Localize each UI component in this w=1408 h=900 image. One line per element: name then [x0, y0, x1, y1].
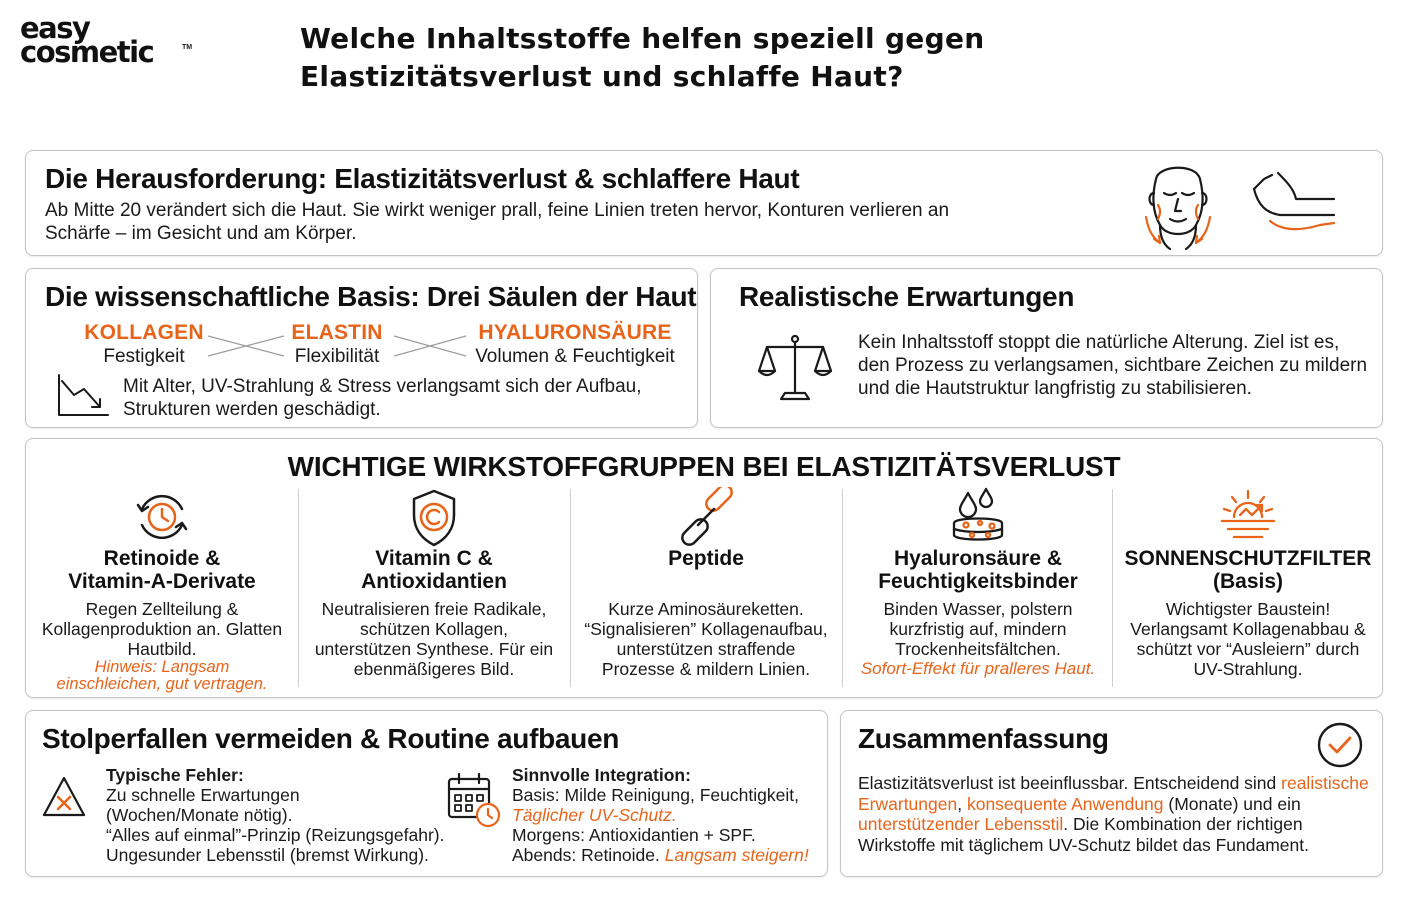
cross-lines-icon	[208, 333, 284, 359]
summary-highlight: unterstützender Lebensstil	[858, 814, 1064, 834]
chain-link-icon	[676, 487, 736, 547]
basis-card	[25, 268, 698, 428]
cross-lines-icon	[394, 333, 466, 359]
brand-logo	[20, 11, 193, 69]
group-title-line-1: Peptide	[668, 547, 744, 570]
integration-evening-highlight: Langsam steigern!	[664, 845, 809, 865]
group-note: Hinweis: Langsam einschleichen, gut vertragen.	[56, 658, 268, 693]
group-title-line-2: Vitamin-A-Derivate	[68, 570, 256, 593]
group-title-line-1: Vitamin C &	[375, 547, 493, 570]
group-description: Regen Zellteilung & Kollagenproduktion an. Glatten Hautbild.	[41, 599, 283, 659]
pillar-hyaluronsaeure	[462, 321, 688, 368]
page-title-line-1: Welche Inhaltsstoffe helfen speziell gegen	[300, 22, 985, 55]
basis-text: Mit Alter, UV-Strahlung & Stress verlangsamt sich der Aufbau, Strukturen werden geschädigt.	[123, 376, 642, 420]
summary-text-part: (Monate) und ein	[1163, 793, 1301, 814]
typical-errors-heading: Typische Fehler:	[106, 765, 244, 785]
logo-trademark: TM	[182, 44, 193, 51]
pitfalls-card	[25, 710, 828, 877]
summary-card	[840, 710, 1383, 877]
typical-errors-line: “Alles auf einmal”-Prinzip (Reizungsgefahr).	[106, 825, 445, 845]
summary-highlight: realistische Erwartungen	[858, 773, 1369, 814]
group-note: Sofort-Effekt für pralleres Haut.	[860, 659, 1096, 678]
group-hyaluronic	[842, 487, 1114, 691]
basis-title: Die wissenschaftliche Basis: Drei Säulen der Haut	[45, 281, 697, 312]
typical-errors-line: Zu schnelle Erwartungen	[106, 785, 300, 805]
group-description: Wichtigster Baustein! Verlangsamt Kollagenabbau & schützt vor “Ausleiern” durch UV-Strahlung.	[1130, 599, 1366, 679]
integration-line-highlight: Täglicher UV-Schutz.	[512, 805, 677, 825]
typical-errors	[106, 765, 446, 865]
group-retinoids	[26, 487, 298, 691]
summary-highlight: konsequente Anwendung	[966, 793, 1164, 814]
integration-evening-text: Abends: Retinoide.	[512, 845, 665, 865]
challenge-card	[25, 150, 1383, 256]
group-title-line-1: Retinoide &	[103, 547, 221, 570]
group-title	[1112, 547, 1384, 593]
integration-line: Morgens: Antioxidantien + SPF.	[512, 825, 756, 845]
drops-sponge-icon	[948, 487, 1008, 547]
group-vitamin-c	[298, 487, 570, 691]
integration-line: Basis: Milde Reinigung, Feuchtigkeit,	[512, 785, 799, 805]
group-title-line-2: Feuchtigkeitsbinder	[878, 570, 1078, 593]
check-circle-icon	[1316, 721, 1364, 769]
integration-heading: Sinnvolle Integration:	[512, 765, 691, 785]
challenge-text: Ab Mitte 20 verändert sich die Haut. Sie wirkt weniger prall, feine Linien treten hervor, Konturen verlieren an Schärfe – im Gesicht und am Körper.	[45, 200, 950, 244]
pillar-kollagen	[84, 321, 204, 368]
group-title-line-1: SONNENSCHUTZFILTER	[1124, 547, 1372, 570]
calendar-clock-icon	[446, 771, 502, 829]
group-peptides	[570, 487, 842, 691]
scale-icon	[757, 331, 833, 403]
summary-text-part: . Die Kombination der richtigen Wirkstoffe mit täglichem UV-Schutz bildet das Fundament.	[858, 814, 1309, 855]
integration-line-evening	[512, 845, 822, 865]
challenge-title: Die Herausforderung: Elastizitätsverlust & schlaffere Haut	[45, 163, 800, 194]
pillar-desc: Volumen & Feuchtigkeit	[475, 346, 675, 367]
group-text	[26, 599, 298, 693]
pillar-name: HYALURONSÄURE	[478, 321, 672, 344]
group-description: Binden Wasser, polstern kurzfristig auf, mindern Trockenheitsfältchen.	[883, 599, 1073, 659]
summary-text-part: Elastizitätsverlust ist beeinflussbar. Entscheidend sind	[858, 773, 1282, 793]
group-text	[842, 599, 1114, 679]
typical-errors-line: Ungesunder Lebensstil (bremst Wirkung).	[106, 845, 429, 865]
arm-sagging-icon	[1250, 169, 1340, 241]
group-text	[570, 599, 842, 679]
logo-line-2: cosmetic	[20, 35, 154, 69]
group-title	[570, 547, 842, 570]
group-title-line-2: (Basis)	[1212, 570, 1284, 593]
sun-shield-icon	[1218, 487, 1278, 547]
group-description: Kurze Aminosäureketten. “Signalisieren” Kollagenaufbau, unterstützen straffende Prozesse & mildern Linien.	[584, 599, 828, 679]
summary-text-part: ,	[957, 793, 967, 814]
group-title-line-1: Hyaluronsäure &	[893, 547, 1063, 570]
chart-decline-icon	[56, 373, 110, 417]
page-title	[300, 20, 1100, 96]
pillar-elastin	[284, 321, 390, 368]
pillar-desc: Flexibilität	[294, 346, 380, 367]
pillar-name: KOLLAGEN	[84, 321, 204, 344]
ingredient-groups-card	[25, 438, 1383, 698]
summary-title: Zusammenfassung	[858, 723, 1109, 754]
clock-renewal-icon	[132, 487, 192, 547]
face-sagging-icon	[1134, 159, 1222, 251]
group-sunscreen	[1112, 487, 1384, 691]
group-title-line-2: Antioxidantien	[361, 570, 507, 593]
pillar-desc: Festigkeit	[103, 346, 185, 367]
summary-text	[858, 773, 1373, 855]
logo-line-1: easy	[20, 11, 90, 45]
pitfalls-title: Stolperfallen vermeiden & Routine aufbauen	[42, 723, 620, 754]
page-title-line-2: Elastizitätsverlust und schlaffe Haut?	[300, 60, 904, 93]
group-text	[298, 599, 570, 679]
expectations-text: Kein Inhaltsstoff stoppt die natürliche Alterung. Ziel ist es, den Prozess zu verlangsamen, sichtbare Zeichen zu mildern und die Hautstruktur langfristig zu stabilisieren.	[858, 332, 1368, 399]
group-text	[1112, 599, 1384, 679]
pillar-name: ELASTIN	[291, 321, 383, 344]
warning-x-icon	[42, 775, 86, 819]
group-description: Neutralisieren freie Radikale, schützen Kollagen, unterstützen Synthese. Für ein ebenmäßigeres Bild.	[314, 599, 554, 679]
group-title	[26, 547, 298, 593]
shield-c-icon	[404, 487, 464, 547]
typical-errors-line: (Wochen/Monate nötig).	[106, 805, 293, 825]
sensible-integration	[512, 765, 822, 865]
ingredient-groups-title: WICHTIGE WIRKSTOFFGRUPPEN BEI ELASTIZITÄTSVERLUST	[287, 451, 1121, 482]
expectations-title: Realistische Erwartungen	[739, 281, 1075, 312]
group-title	[842, 547, 1114, 593]
group-title	[298, 547, 570, 593]
expectations-card	[710, 268, 1383, 428]
